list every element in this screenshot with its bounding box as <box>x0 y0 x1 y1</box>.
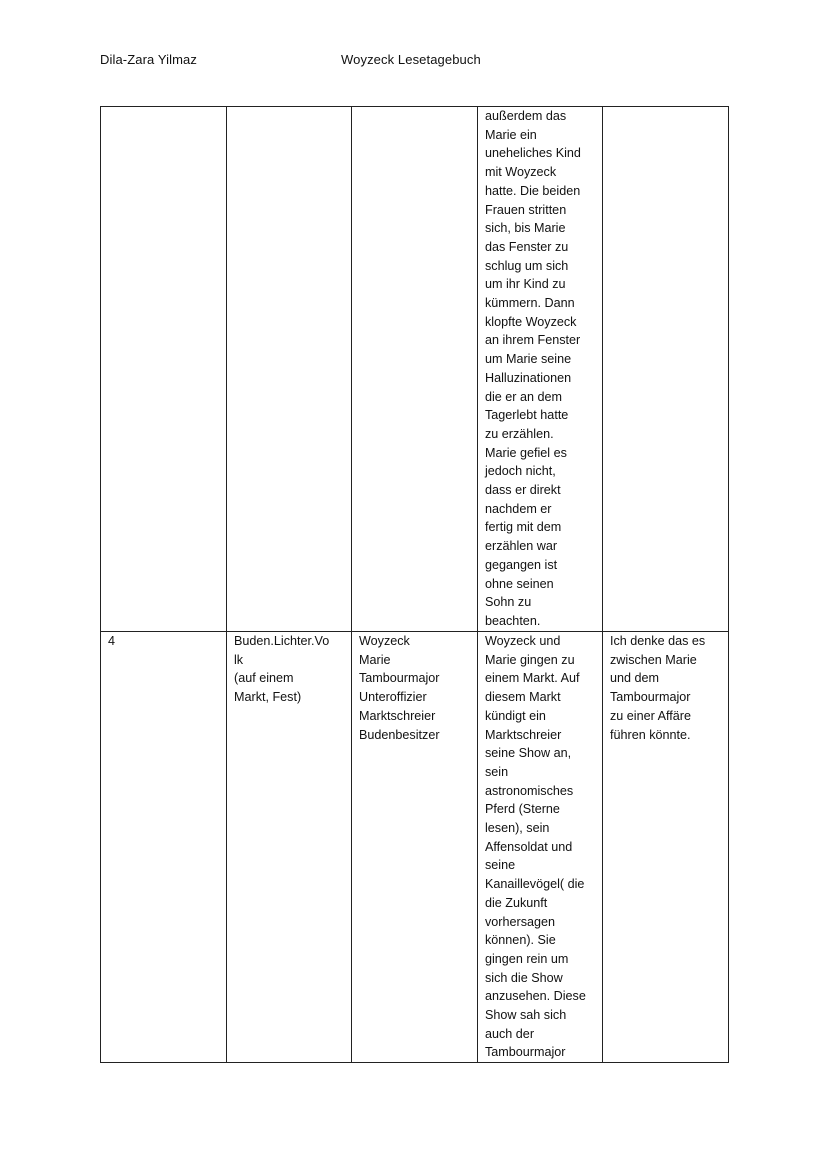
characters-cell <box>352 107 478 632</box>
header-title: Woyzeck Lesetagebuch <box>341 52 481 67</box>
table-row <box>101 107 729 632</box>
characters-cell: Woyzeck Marie Tambourmajor Unteroffizier Marktschreier Budenbesitzer <box>352 632 478 1063</box>
reading-log-table <box>100 106 729 1063</box>
scene-cell <box>101 107 227 632</box>
header-author: Dila-Zara Yilmaz <box>100 52 197 67</box>
scene-cell: 4 <box>101 632 227 1063</box>
place-cell <box>227 107 352 632</box>
thoughts-cell <box>603 107 729 632</box>
summary-cell: außerdem das Marie ein uneheliches Kind mit Woyzeck hatte. Die beiden Frauen stritten sich, bis Marie das Fenster zu schlug um sich um ihr Kind zu kümmern. Dann klopfte Woyzeck an ihrem Fenster um Marie seine Halluzinationen die er an dem Tagerlebt hatte zu erzählen. Marie gefiel es jedoch nicht, dass er direkt nachdem er fertig mit dem erzählen war gegangen ist ohne seinen Sohn zu beachten. <box>478 107 603 632</box>
thoughts-cell: Ich denke das es zwischen Marie und dem Tambourmajor zu einer Affäre führen könnte. <box>603 632 729 1063</box>
place-cell: Buden.Lichter.Vo lk (auf einem Markt, Fest) <box>227 632 352 1063</box>
table-row <box>101 632 729 1063</box>
summary-cell: Woyzeck und Marie gingen zu einem Markt. Auf diesem Markt kündigt ein Marktschreier seine Show an, sein astronomisches Pferd (Sterne lesen), sein Affensoldat und seine Kanaillevögel( die die Zukunft vorhersagen können). Sie gingen rein um sich die Show anzusehen. Diese Show sah sich auch der Tambourmajor <box>478 632 603 1063</box>
